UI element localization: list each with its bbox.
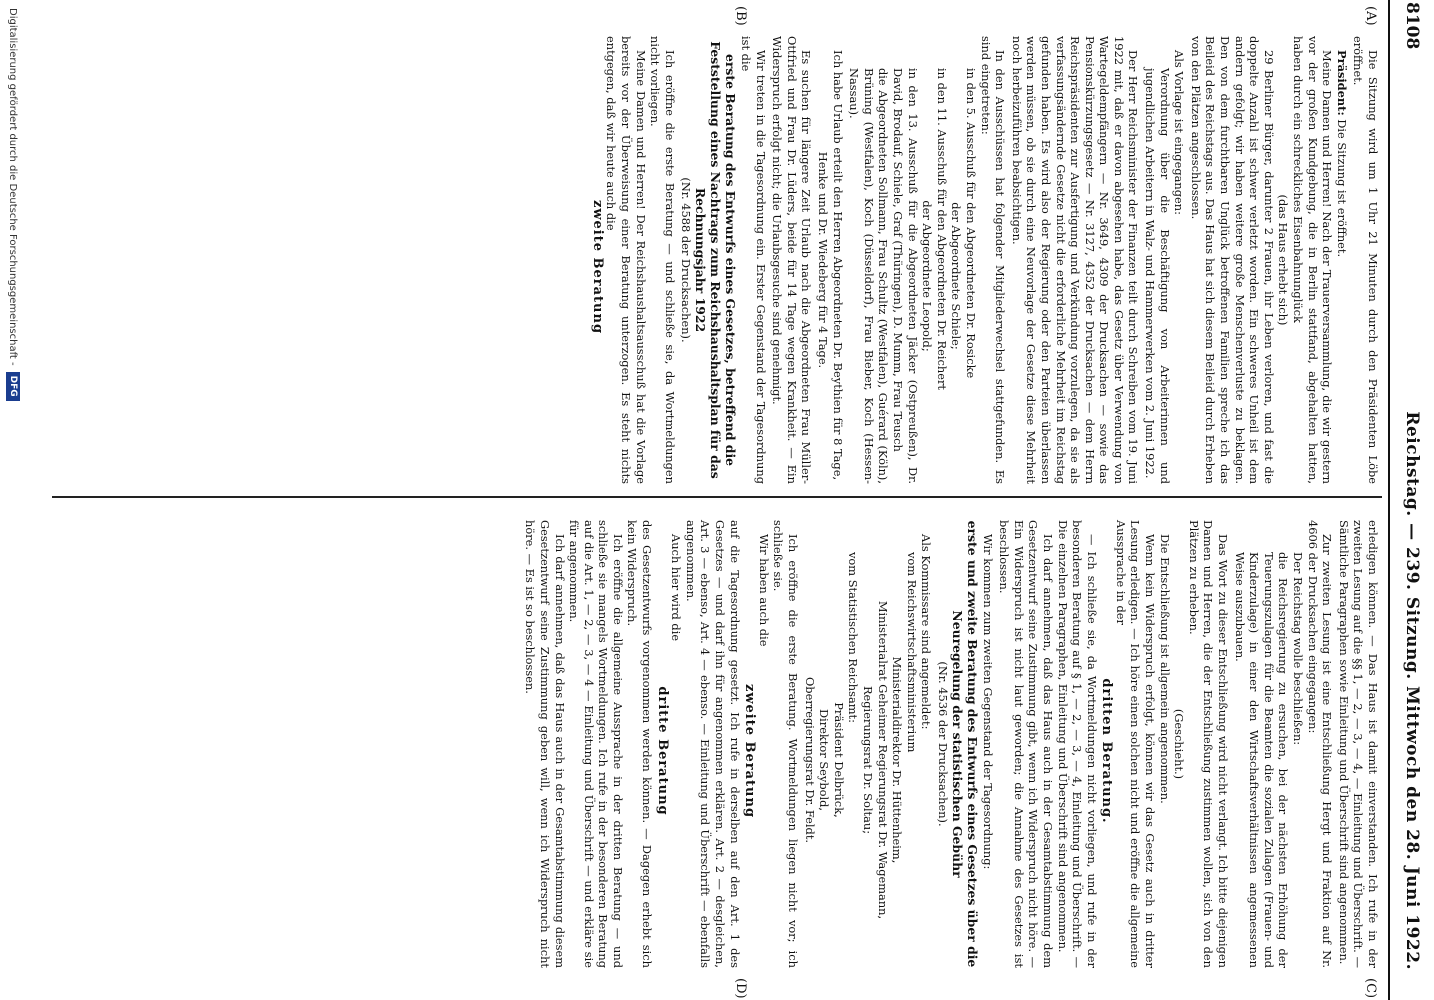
margin-marker-b: (B): [733, 6, 748, 26]
paragraph: Die Entschließung ist allgemein angenommen.: [1157, 534, 1172, 804]
commissioner-name: Direktor Seybold,: [817, 708, 832, 812]
paragraph: Ich eröffne die allgemeine Aussprache in der dritten Beratung — und schließe sie mangels Wortmeldungen. Ich rufe in der besonderen Beratung auf die Art. 1, — 2, — 3, — 4 — Einleitung und Überschrift — und erkläre sie für angenommen.: [567, 520, 625, 968]
digitization-credit: [6, 8, 20, 988]
dfg-logo: DFG: [6, 372, 20, 401]
committee-member: der Abgeordnete Leopold;: [920, 200, 935, 352]
committee-item: in den 11. Ausschuß für den Abgeordneten Dr. Reichert: [934, 68, 949, 390]
committee-member: die Abgeordneten Sollmann, Frau Schultz (Westfalen), Guérard (Köln), Brüning (Westfalen), Koch (Düsseldorf), Frau Bieber, Koch (Hessen-Nassau).: [847, 68, 891, 484]
page-header: [1390, 0, 1434, 1000]
section-heading: dritten Beratung.: [1099, 678, 1115, 824]
paragraph: Das Wort zu dieser Entschließung wird nicht verlangt. Ich bitte diejenigen Damen und Herren, die der Entschließung zustimmen wollen, sich von den Plätzen zu erheben.: [1186, 520, 1231, 968]
commissioner-name: Ministerialdirektor Dr. Hüttenheim,: [890, 656, 905, 864]
submission-list: [1143, 68, 1172, 484]
left-column: [589, 36, 1380, 484]
paragraph: Der Herr Reichsminister der Finanzen teilt durch Schreiben vom 19. Juni 1922 mit, daß er davon abgesehen habe, das Gesetz über Verwendung von Wartegeldempfängern — Nr. 3649, 4309 der Drucksachen — sowie das Pensionskürzungsgesetz — Nr. 3127, 4352 der Drucksachen — dem Herrn Reichspräsidenten zur Ausfertigung und Verkündung vorzulegen, da sie als verfassungsändernde Gesetze nicht die erforderliche Mehrheit im Reichstag gefunden haben. Es wird also der Regierung oder den Parteien überlassen werden müssen, ob sie durch eine Neuvorlage der Gesetze diese Mehrheit noch herbeizuführen beabsichtigen.: [1009, 36, 1141, 484]
margin-marker-a: (A): [1363, 6, 1378, 26]
page-number: 8108: [1402, 2, 1422, 50]
resolution-block: [1232, 552, 1305, 968]
speaker-label: Präsident:: [1334, 50, 1349, 116]
paragraph: — Ich schließe sie, da Wortmeldungen nicht vorliegen, und rufe in der besonderen Beratung auf § 1, — 2, — 3, — 4, Einleitung und Überschrift. — Die einzelnen Paragraphen, Einleitung und Überschrift sind angenommen.: [1055, 520, 1099, 968]
commissioner-name: Ministerialrat Geheimer Regierungsrat Dr. Wagemann,: [875, 600, 890, 920]
paragraph: erledigen können. — Das Haus ist damit einverstanden. Ich rufe in der zweiten Lesung auf die §§ 1, — 2, — 3, — 4, — Einleitung und Überschrift. — Sämtliche Paragraphen sowie Einleitung und Überschrift sind angenommen.: [1336, 520, 1380, 968]
paragraph: auf die Tagesordnung gesetzt. Ich rufe in derselben auf den Art. 1 des Gesetzes — und darf ihn für angenommen erklären. Art. 2 — desgleichen, Art. 3 — ebenso, Art. 4 — ebenso. — Einleitung und Überschrift — ebenfalls angenommen.: [683, 520, 742, 968]
column-divider: [52, 496, 1382, 498]
president-paragraph: [1334, 36, 1349, 484]
paragraph: 29 Berliner Bürger, darunter 2 Frauen, ihr Leben verloren, und fast die doppelte Anzahl ist schwer verletzt worden. Ein schweres Unheil ist dem andern gefolgt; wir haben weitere große Menschenverluste zu beklagen. Den von dem furchtbaren Unglück betroffenen Familien spreche ich das Beileid des Reichstags aus. Das Haus hat sich diesem Beileid durch Erheben von den Plätzen angeschlossen.: [1188, 36, 1276, 484]
paragraph: Wir treten in die Tagesordnung ein. Erster Gegenstand der Tagesordnung ist die: [739, 36, 768, 484]
stage-direction: (das Haus erhebt sich): [1276, 194, 1291, 326]
paragraph: Wir haben auch die: [756, 534, 771, 647]
committee-item: in den 13. Ausschuß für die Abgeordneten Jäcker (Ostpreußen), Dr. David, Brodauf, Schiele, Graf (Thüringen), D. Mumm, Frau Teusch: [891, 68, 920, 484]
submission-item: Verordnung über die Beschäftigung von Arbeiterinnen und jugendlichen Arbeitern in Walz- und Hammerwerken vom 2. Juni 1922.: [1143, 68, 1172, 484]
stage-direction: (Geschieht.): [1172, 708, 1187, 780]
section-heading: zweite Beratung: [742, 683, 758, 819]
committee-changes: [847, 68, 978, 484]
paragraph: Wir kommen zum zweiten Gegenstand der Tagesordnung:: [980, 534, 995, 870]
margin-marker-d: (D): [733, 978, 748, 999]
section-heading: dritte Beratung: [654, 686, 670, 816]
margin-marker-c: (C): [1363, 978, 1378, 999]
right-column: [523, 520, 1380, 968]
commissioner-name: Regierungsrat Dr. Soltau;: [861, 685, 875, 835]
paragraph: Ich darf annehmen, daß das Haus auch in der Gesamtabstimmung dem Gesetzentwurf seine Zustimmung gibt, wenn ich Widerspruch nicht höre. — Ein Widerspruch ist nicht laut geworden; die Annahme des Gesetzes ist beschlossen.: [997, 520, 1055, 968]
paragraph: In den Ausschüssen hat folgender Mitgliederwechsel stattgefunden. Es sind eingetreten:: [978, 36, 1008, 484]
paragraph: Zur zweiten Lesung ist eine Entschließung Hergt und Fraktion auf Nr. 4606 der Drucksachen eingegangen:: [1305, 520, 1335, 968]
paragraph: Ich eröffne die erste Beratung. Wortmeldungen liegen nicht vor; ich schließe sie.: [771, 520, 801, 968]
paragraph: Es suchen für längere Zeit Urlaub nach die Abgeordneten Frau Müller-Ottfried und Frau Dr. Lüders, beide für 14 Tage wegen Krankheit. — Ein Widerspruch erfolgt nicht; die Urlaubsgesuche sind genehmigt.: [770, 36, 814, 484]
paragraph: Meine Damen und Herren! Nach der Trauerversammlung, die wir gestern vor der großen Kundgebung, die in Berlin stattfand, abgehalten hatten, haben durch ein schreckliches Eisenbahnunglück: [1291, 36, 1335, 484]
opening-paragraph: Die Sitzung wird um 1 Uhr 21 Minuten durch den Präsidenten Löbe eröffnet.: [1351, 36, 1380, 484]
header-rule: [1388, 0, 1390, 1000]
speaker-text: Die Sitzung ist eröffnet.: [1334, 119, 1349, 258]
agenda-item-heading: erste und zweite Beratung des Entwurfs eines Gesetzes über die Neuregelung der statistischen Gebühr: [949, 520, 980, 968]
paragraph: Als Vorlage ist eingegangen:: [1172, 50, 1187, 215]
paragraph: Ich eröffne die erste Beratung — und schließe sie, da Wortmeldungen nicht vorliegen.: [648, 36, 677, 484]
paragraph: Meine Damen und Herren! Der Reichshaushaltsausschuß hat die Vorlage bereits vor der Überweisung einer Beratung unterzogen. Es steht nichts entgegen, daß wir heute auch die: [604, 36, 648, 484]
paragraph: des Gesetzentwurfs vorgenommen werden können. — Dagegen erhebt sich kein Widerspruch.: [625, 520, 655, 968]
paragraph: Wenn kein Widerspruch erfolgt, können wir das Gesetz auch in dritter Lesung erledigen. — Ich höre einen solchen nicht und eröffne die allgemeine Aussprache in der: [1113, 520, 1158, 968]
agenda-item-heading: erste Beratung des Entwurfs eines Gesetzes, betreffend die Feststellung eines Nachtrags zum Reichshaushaltsplan für das Rechnungsjahr 1922: [693, 41, 739, 479]
committee-member: der Abgeordnete Schiele;: [949, 202, 964, 350]
paragraph: Als Kommissare sind angemeldet:: [919, 534, 934, 730]
commissioner-agency: vom Reichswirtschaftsministerium: [904, 552, 919, 753]
running-title: Reichstag. — 239. Sitzung. Mittwoch den 28. Juni 1922.: [1402, 411, 1422, 970]
resolution-intro: Der Reichstag wolle beschließen:: [1291, 552, 1306, 746]
agenda-item-reference: (Nr. 4536 der Drucksachen).: [935, 661, 950, 827]
credit-text: Digitalisierung gefördert durch die Deutsche Forschungsgemeinschaft -: [7, 8, 19, 366]
commissioner-name: Präsident Delbrück,: [831, 702, 846, 818]
paragraph: Ich habe Urlaub erteilt den Herren Abgeordneten Dr. Beythien für 8 Tage,: [830, 50, 845, 481]
section-heading: zweite Beratung: [589, 199, 605, 335]
commissioner-name: Oberregierungsrat Dr. Feldt.: [802, 676, 817, 844]
agenda-item-reference: (Nr. 4588 der Drucksachen).: [679, 177, 694, 343]
paragraph: Auch hier wird die: [669, 534, 684, 642]
commissioners-list: [802, 552, 919, 968]
commissioner-agency: vom Statistischen Reichsamt:: [846, 552, 861, 723]
paragraph: Ich darf annehmen, daß das Haus auch in der Gesamtabstimmung diesem Gesetzentwurf seine Zustimmung geben will, wenn ich Widerspruch nicht höre. — Es ist so beschlossen.: [523, 520, 567, 968]
resolution-text: die Reichsregierung zu ersuchen, bei der nächsten Erhöhung der Teuerungszulagen für die Beamten die sozialen Zulagen (Frauen- und Kinderzulage) in einer den Wirtschaftsverhältnissen angemessenen Weise auszubauen.: [1232, 552, 1291, 968]
paragraph: Henke und Dr. Wiedeberg für 4 Tage.: [816, 151, 831, 369]
committee-item: in den 5. Ausschuß für den Abgeordneten Dr. Rosicke: [963, 68, 978, 379]
